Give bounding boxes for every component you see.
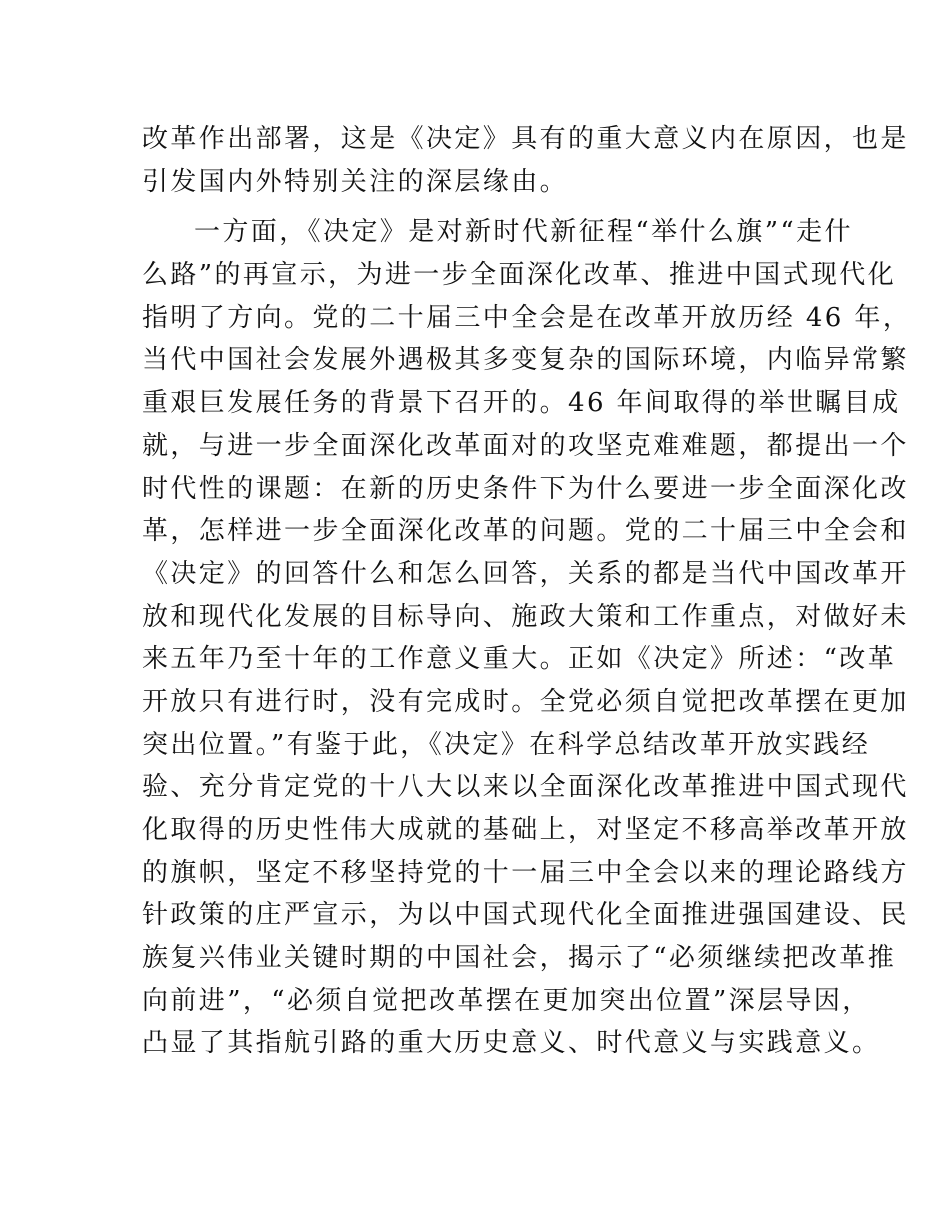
text-line: 的旗帜，坚定不移坚持党的十一届三中全会以来的理论路线方 <box>142 857 909 888</box>
paragraph-2 <box>142 211 912 1065</box>
text-line: 放和现代化发展的目标导向、施政大策和工作重点，对做好未 <box>142 601 909 632</box>
text-line: 来五年乃至十年的工作意义重大。正如《决定》所述：“改革 <box>142 644 897 675</box>
paragraph-spacer <box>142 203 810 211</box>
text-line: 化取得的历史性伟大成就的基础上，对坚定不移高举改革开放 <box>142 815 909 845</box>
text-line: 针政策的庄严宣示，为以中国式现代化全面推进强国建设、民 <box>142 900 909 931</box>
text-line: 就，与进一步全面深化改革面对的攻坚克难难题，都提出一个 <box>142 430 909 461</box>
text-line: 时代性的课题：在新的历史条件下为什么要进一步全面深化改 <box>142 473 909 504</box>
text-line: 当代中国社会发展外遇极其多变复杂的国际环境，内临异常繁 <box>142 345 909 376</box>
text-line: 向前进”，“必须自觉把改革摆在更加突出位置”深层导因， <box>142 985 871 1016</box>
body-text <box>142 118 912 1065</box>
text-line: 指明了方向。党的二十届三中全会是在改革开放历经 46 年， <box>142 302 912 333</box>
text-line: 族复兴伟业关键时期的中国社会，揭示了“必须继续把改革推 <box>142 943 897 974</box>
text-line: 开放只有进行时，没有完成时。全党必须自觉把改革摆在更加 <box>142 686 909 717</box>
text-line: 验、充分肯定党的十八大以来以全面深化改革推进中国式现代 <box>142 772 909 803</box>
text-line: 重艰巨发展任务的背景下召开的。46 年间取得的举世瞩目成 <box>142 388 901 419</box>
text-line: 革，怎样进一步全面深化改革的问题。党的二十届三中全会和 <box>142 516 909 547</box>
paragraph-1 <box>142 118 909 203</box>
text-line: 凸显了其指航引路的重大历史意义、时代意义与实践意义。 <box>142 1028 881 1059</box>
text-line: 《决定》的回答什么和怎么回答，关系的都是当代中国改革开 <box>142 558 909 589</box>
text-line: 么路”的再宣示，为进一步全面深化改革、推进中国式现代化 <box>142 260 897 291</box>
text-line: 突出位置。”有鉴于此，《决定》在科学总结改革开放实践经 <box>142 729 871 760</box>
text-line: 改革作出部署，这是《决定》具有的重大意义内在原因，也是 <box>142 124 909 154</box>
text-line: 引发国内外特别关注的深层缘由。 <box>142 166 569 197</box>
text-line: 一方面，《决定》是对新时代新征程“举什么旗”“走什 <box>194 217 853 248</box>
